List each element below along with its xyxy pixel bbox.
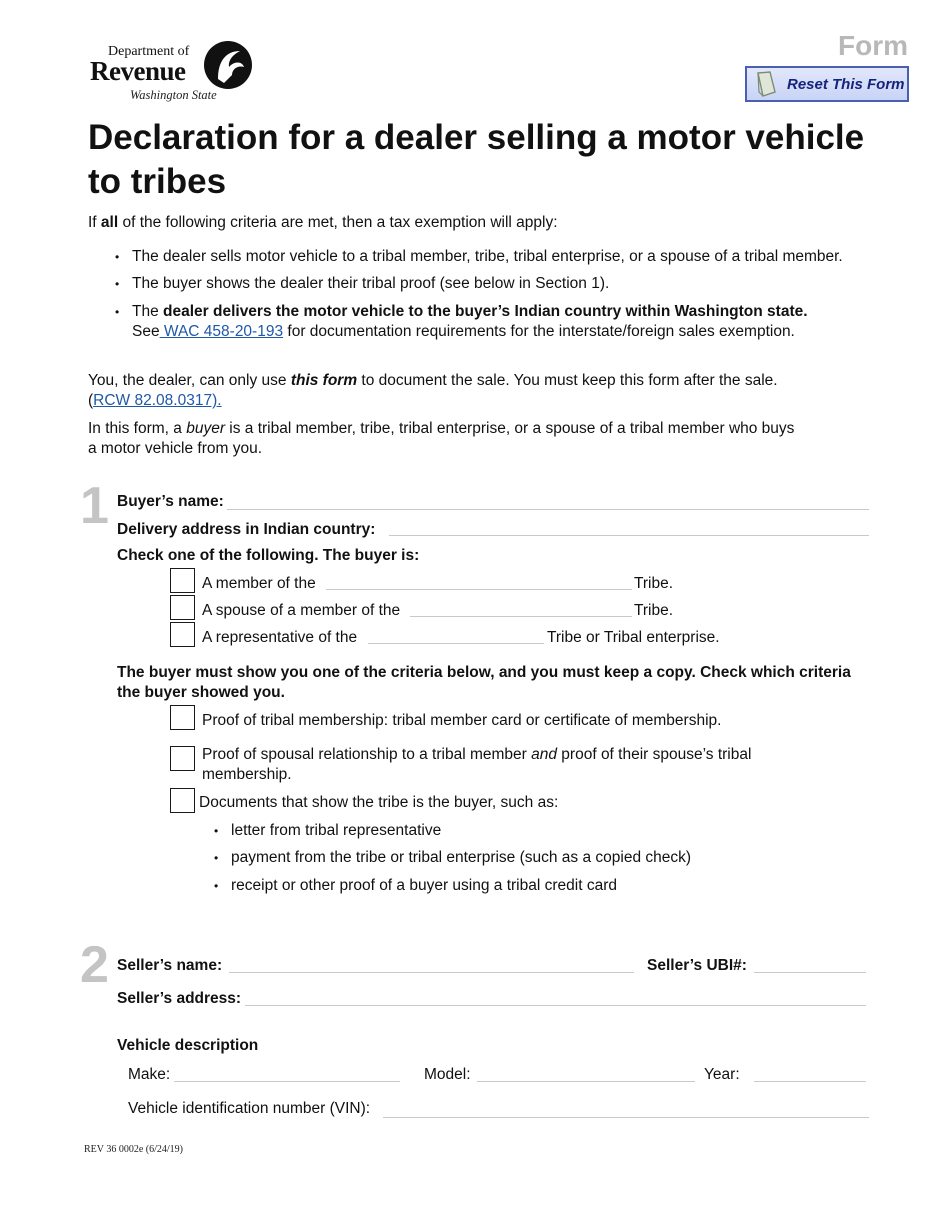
dor-logo-icon	[202, 39, 254, 91]
page-title: Declaration for a dealer selling a motor vehicle to tribes	[88, 118, 865, 201]
proof-membership-checkbox[interactable]	[170, 705, 195, 730]
year-field[interactable]	[754, 1081, 866, 1082]
proof-spousal-text: Proof of spousal relationship to a tribal member and proof of their spouse’s tribal membership.	[202, 746, 752, 783]
vin-label: Vehicle identification number (VIN):	[128, 1100, 371, 1117]
seller-ubi-label: Seller’s UBI#:	[647, 957, 747, 974]
intro-paragraph-1: You, the dealer, can only use this form to document the sale. You must keep this form after the sale. (RCW 82.08.0317).	[88, 372, 778, 409]
criteria-heading: The buyer must show you one of the criteria below, and you must keep a copy. Check which criteria the buyer showed you.	[117, 664, 851, 701]
representative-tribe-field[interactable]	[368, 643, 544, 644]
delivery-address-label: Delivery address in Indian country:	[117, 521, 376, 538]
seller-ubi-field[interactable]	[754, 972, 866, 973]
proof-tribe-buyer-checkbox[interactable]	[170, 788, 195, 813]
spouse-option-suffix: Tribe.	[634, 602, 674, 619]
representative-option-text: A representative of the	[202, 629, 358, 646]
vehicle-description-heading: Vehicle description	[117, 1037, 259, 1054]
intro-paragraph-2: In this form, a buyer is a tribal member, tribe, tribal enterprise, or a spouse of a tribal member who buys a motor vehicle from you.	[88, 420, 795, 457]
member-option-text: A member of the	[202, 575, 316, 592]
model-field[interactable]	[477, 1081, 695, 1082]
document-item-3: • receipt or other proof of a buyer using a tribal credit card	[231, 876, 617, 896]
vin-field[interactable]	[383, 1117, 869, 1118]
rcw-link[interactable]: RCW 82.08.0317).	[93, 392, 222, 409]
proof-membership-text: Proof of tribal membership: tribal member card or certificate of membership.	[202, 712, 722, 729]
make-label: Make:	[128, 1066, 171, 1083]
member-tribe-field[interactable]	[326, 589, 632, 590]
seller-name-field[interactable]	[229, 972, 634, 973]
representative-checkbox[interactable]	[170, 622, 195, 647]
delivery-address-field[interactable]	[389, 535, 869, 536]
form-code-footer: REV 36 0002e (6/24/19)	[84, 1144, 183, 1155]
year-label: Year:	[704, 1066, 740, 1083]
section-2-number: 2	[80, 936, 109, 994]
intro-lead: If all of the following criteria are met, then a tax exemption will apply:	[88, 214, 558, 231]
intro-bullet-3: • The dealer delivers the motor vehicle to the buyer’s Indian country within Washington state. See WAC 458-20-193 for documentation requirements for the interstate/foreign sales exemption.	[132, 302, 892, 342]
proof-tribe-buyer-text: Documents that show the tribe is the buyer, such as:	[199, 794, 559, 811]
eraser-icon	[753, 70, 779, 98]
make-field[interactable]	[174, 1081, 400, 1082]
seller-address-label: Seller’s address:	[117, 990, 242, 1007]
representative-option-suffix: Tribe or Tribal enterprise.	[547, 629, 720, 646]
reset-button-label: Reset This Form	[787, 75, 905, 93]
spouse-option-text: A spouse of a member of the	[202, 602, 401, 619]
seller-name-label: Seller’s name:	[117, 957, 223, 974]
proof-spousal-checkbox[interactable]	[170, 746, 195, 771]
section-1-number: 1	[80, 477, 109, 535]
member-checkbox[interactable]	[170, 568, 195, 593]
document-item-1: • letter from tribal representative	[231, 821, 441, 841]
member-option-suffix: Tribe.	[634, 575, 674, 592]
logo-state-text: Washington State	[130, 88, 217, 102]
spouse-checkbox[interactable]	[170, 595, 195, 620]
buyer-name-field[interactable]	[227, 509, 869, 510]
intro-bullet-2: • The buyer shows the dealer their tribal proof (see below in Section 1).	[132, 274, 609, 294]
document-item-2: • payment from the tribe or tribal enterprise (such as a copied check)	[231, 848, 691, 868]
check-one-heading: Check one of the following. The buyer is:	[117, 547, 420, 564]
seller-address-field[interactable]	[245, 1005, 866, 1006]
spouse-tribe-field[interactable]	[410, 616, 632, 617]
intro-bullet-1: • The dealer sells motor vehicle to a tribal member, tribe, tribal enterprise, or a spouse of a tribal member.	[132, 247, 843, 267]
model-label: Model:	[424, 1066, 471, 1083]
wac-link[interactable]: WAC 458-20-193	[159, 323, 284, 340]
form-label: Form	[838, 30, 908, 61]
logo-department-text: Department of	[108, 44, 190, 59]
buyer-name-label: Buyer’s name:	[117, 493, 224, 510]
reset-form-button[interactable]	[745, 66, 909, 102]
logo-revenue-text: Revenue	[90, 56, 186, 86]
